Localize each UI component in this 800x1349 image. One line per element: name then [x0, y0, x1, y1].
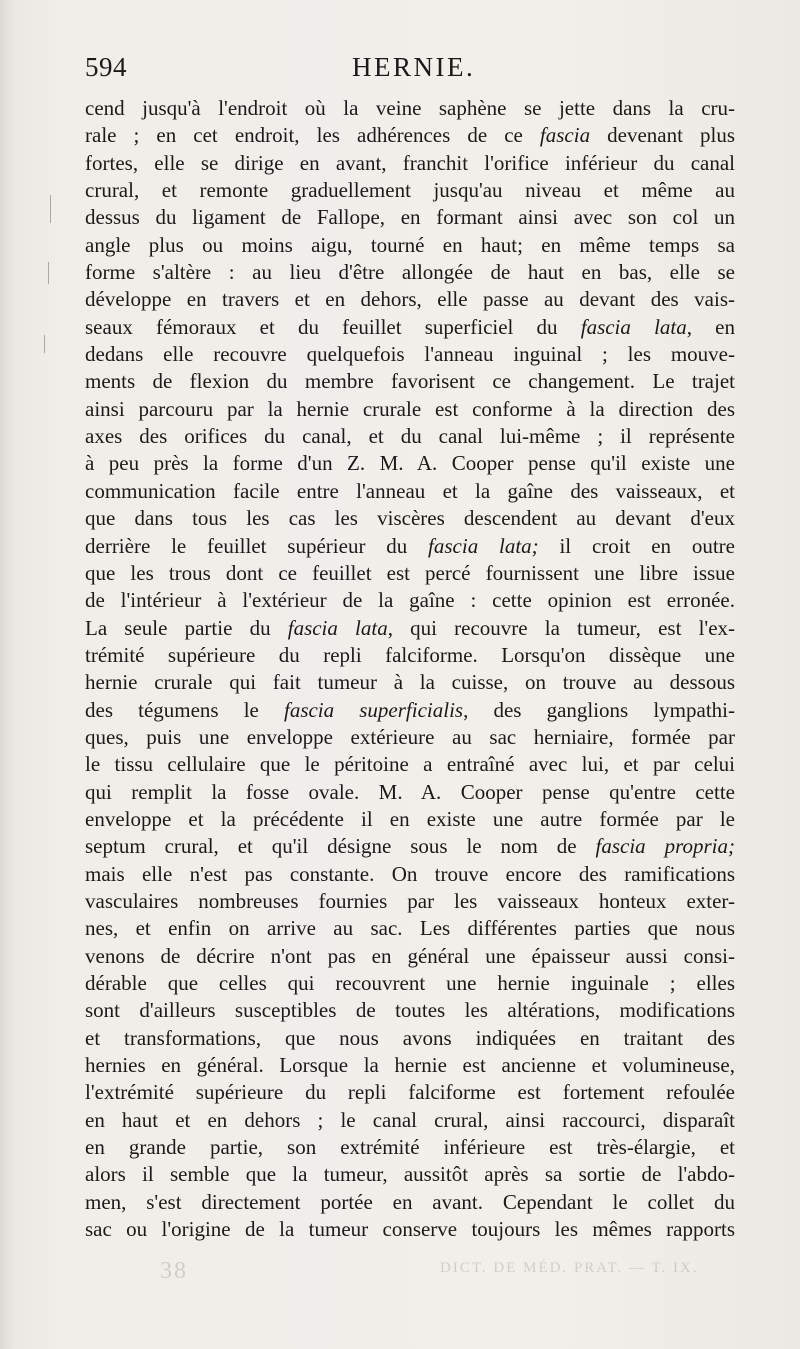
show-through-reference: DICT. DE MÉD. PRAT. — T. IX. — [440, 1260, 699, 1276]
text-line: le tissu cellulaire que le péritoine a entraîné avec lui, et par celui — [85, 752, 735, 777]
text-line: mais elle n'est pas constante. On trouve encore des ramifications — [85, 861, 735, 886]
text-line: alors il semble que la tumeur, aussitôt après sa sortie de l'abdo- — [85, 1162, 735, 1187]
running-title: HERNIE. — [352, 52, 476, 82]
text-line: sont d'ailleurs susceptibles de toutes les altérations, modifications — [85, 998, 735, 1023]
italic-term: fascia propria; — [595, 834, 735, 859]
text-line: men, s'est directement portée en avant. Cependant le collet du — [85, 1189, 735, 1214]
text-line: à peu près la forme d'un Z. M. A. Cooper pense qu'il existe une — [85, 451, 735, 476]
text-line: ques, puis une enveloppe extérieure au sac herniaire, formée par — [85, 724, 735, 749]
text-line: enveloppe et la précédente il en existe une autre formée par le — [85, 806, 735, 831]
page-header — [0, 52, 800, 92]
italic-term: fascia superficialis — [283, 697, 464, 722]
text-line: seaux fémoraux et du feuillet superficiel du fascia lata, en — [85, 314, 735, 339]
text-line: rale ; en cet endroit, les adhérences de ce fascia devenant plus — [85, 123, 735, 148]
text-line: septum crural, et qu'il désigne sous le nom de fascia propria; — [85, 834, 735, 859]
text-line: derrière le feuillet supérieur du fascia lata; il croit en outre — [85, 533, 735, 558]
margin-pencil-mark — [44, 335, 45, 353]
text-line: nes, et enfin on arrive au sac. Les différentes parties que nous — [85, 916, 735, 941]
text-line: dedans elle recouvre quelquefois l'anneau inguinal ; les mouve- — [85, 342, 735, 367]
show-through-text — [160, 1258, 760, 1288]
text-line: dessus du ligament de Fallope, en formant ainsi avec son col un — [85, 205, 735, 230]
text-line: hernies en général. Lorsque la hernie est ancienne et volumineuse, — [85, 1053, 735, 1078]
text-line: des tégumens le fascia superficialis, des ganglions lympathi- — [85, 697, 735, 722]
italic-term: fascia lata — [580, 314, 687, 339]
text-line: communication facile entre l'anneau et la gaîne des vaisseaux, et — [85, 478, 735, 503]
text-line: dérable que celles qui recouvrent une hernie inguinale ; elles — [85, 971, 735, 995]
text-line: venons de décrire n'ont pas en général une épaisseur aussi consi- — [85, 943, 735, 968]
text-line: en grande partie, son extrémité inférieure est très-élargie, et — [85, 1135, 735, 1160]
text-line: ments de flexion du membre favorisent ce changement. Le trajet — [85, 369, 735, 394]
signature-number: 38 — [160, 1258, 188, 1284]
page-number: 594 — [85, 52, 127, 82]
text-line: angle plus ou moins aigu, tourné en haut; en même temps sa — [85, 232, 735, 257]
text-line: que dans tous les cas les viscères descendent au devant d'eux — [85, 506, 735, 531]
text-line: de l'intérieur à l'extérieur de la gaîne : cette opinion est erronée. — [85, 588, 735, 613]
text-line: l'extrémité supérieure du repli falciforme est fortement refoulée — [85, 1080, 735, 1105]
text-line: qui remplit la fosse ovale. M. A. Cooper pense qu'entre cette — [85, 779, 735, 804]
margin-pencil-mark — [50, 195, 51, 223]
text-line: en haut et en dehors ; le canal crural, ainsi raccourci, disparaît — [85, 1107, 735, 1132]
text-line: sac ou l'origine de la tumeur conserve toujours les mêmes rapports — [85, 1217, 735, 1242]
text-line: La seule partie du fascia lata, qui recouvre la tumeur, est l'ex- — [85, 615, 736, 640]
text-line: trémité supérieure du repli falciforme. Lorsqu'on dissèque une — [85, 642, 735, 667]
italic-term: fascia lata; — [428, 533, 539, 558]
text-line: axes des orifices du canal, et du canal lui-même ; il représente — [85, 424, 735, 449]
italic-term: fascia — [539, 123, 591, 148]
text-line: développe en travers et en dehors, elle passe au devant des vais- — [85, 287, 735, 312]
body-text — [85, 95, 735, 1243]
text-line: vasculaires nombreuses fournies par les vaisseaux honteux exter- — [85, 888, 735, 913]
text-line: hernie crurale qui fait tumeur à la cuisse, on trouve au dessous — [85, 670, 735, 695]
text-line: crural, et remonte graduellement jusqu'au niveau et même au — [85, 178, 735, 203]
text-line: et transformations, que nous avons indiquées en traitant des — [85, 1025, 735, 1050]
margin-pencil-mark — [48, 262, 49, 284]
text-line: ainsi parcouru par la hernie crurale est conforme à la direction des — [85, 396, 735, 421]
text-line: cend jusqu'à l'endroit où la veine saphène se jette dans la cru- — [85, 96, 735, 120]
italic-term: fascia lata — [287, 615, 388, 640]
text-line: que les trous dont ce feuillet est percé fournissent une libre issue — [85, 560, 735, 585]
text-line: fortes, elle se dirige en avant, franchit l'orifice inférieur du canal — [85, 150, 735, 175]
text-line: forme s'altère : au lieu d'être allongée de haut en bas, elle se — [85, 260, 735, 285]
spine-shadow — [0, 0, 14, 1349]
